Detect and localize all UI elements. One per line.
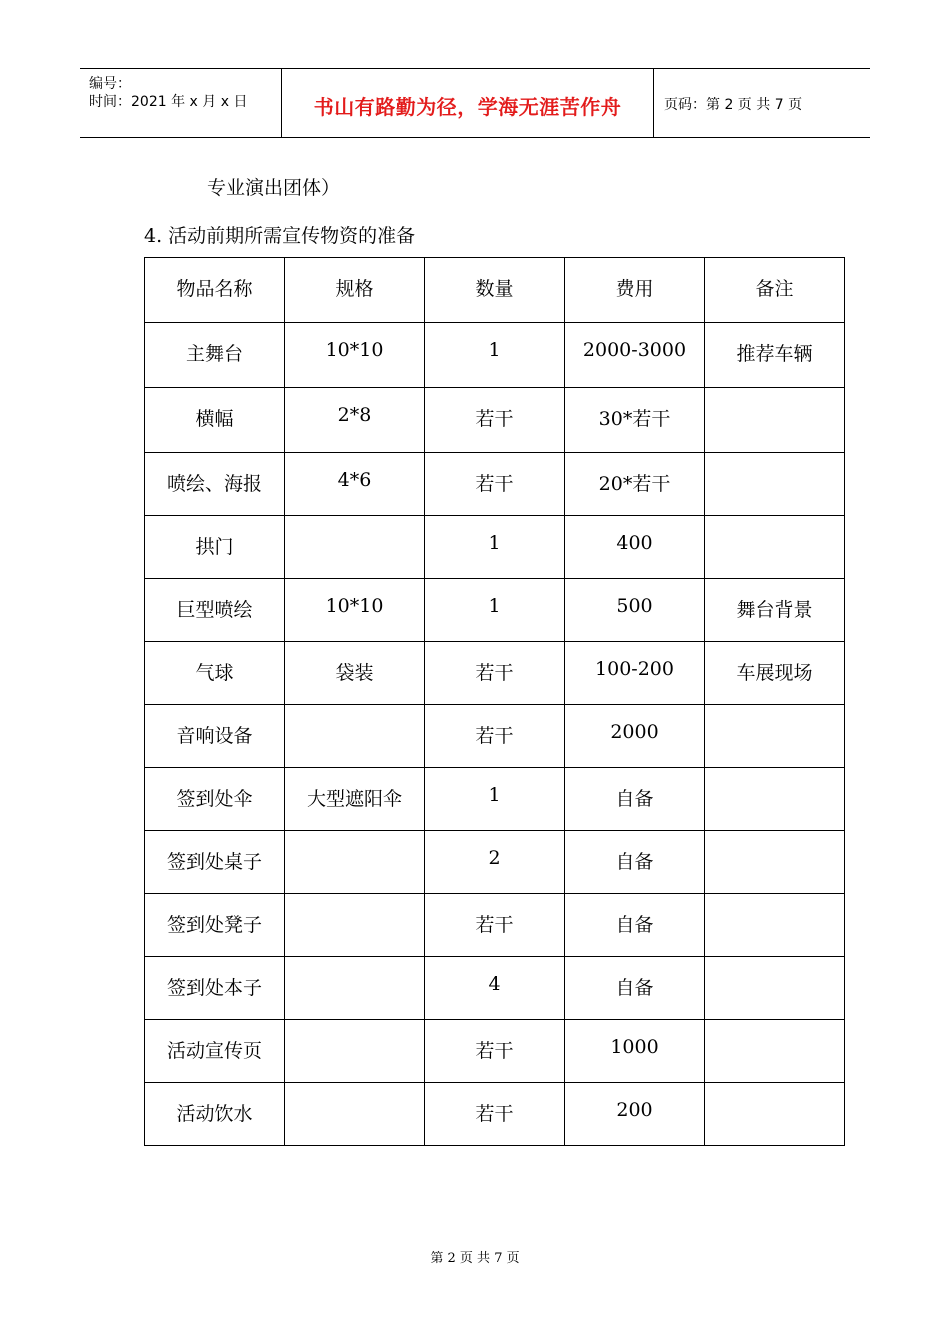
table-cell: 若干	[425, 642, 565, 705]
table-cell: 1	[425, 516, 565, 579]
table-row	[145, 768, 845, 831]
table-row	[145, 705, 845, 768]
table-cell: 1000	[565, 1020, 705, 1083]
table-row	[145, 894, 845, 957]
table-cell: 1	[425, 768, 565, 831]
table-cell: 推荐车辆	[705, 323, 845, 388]
table-cell	[705, 831, 845, 894]
table-cell: 签到处凳子	[145, 894, 285, 957]
table-cell: 活动宣传页	[145, 1020, 285, 1083]
page-footer: 第 2 页 共 7 页	[430, 1251, 520, 1266]
table-row	[145, 579, 845, 642]
table-cell: 2000	[565, 705, 705, 768]
table-cell	[705, 453, 845, 516]
table-cell: 若干	[425, 1020, 565, 1083]
table-cell: 巨型喷绘	[145, 579, 285, 642]
header-motto-cell	[282, 69, 654, 137]
table-cell: 签到处本子	[145, 957, 285, 1020]
table-cell: 400	[565, 516, 705, 579]
table-row	[145, 323, 845, 388]
table-cell: 签到处伞	[145, 768, 285, 831]
table-cell: 20*若干	[565, 453, 705, 516]
table-cell: 主舞台	[145, 323, 285, 388]
table-cell	[705, 894, 845, 957]
table-cell: 100-200	[565, 642, 705, 705]
header-cell: 费用	[565, 258, 705, 323]
table-cell: 1	[425, 323, 565, 388]
table-cell: 200	[565, 1083, 705, 1146]
table-cell	[705, 388, 845, 453]
number-label: 编号：	[89, 76, 131, 92]
header-cell: 规格	[285, 258, 425, 323]
header-meta	[80, 69, 282, 137]
table-cell: 2	[425, 831, 565, 894]
table-cell: 若干	[425, 453, 565, 516]
table-cell: 自备	[565, 894, 705, 957]
table-cell: 4*6	[285, 453, 425, 516]
table-cell	[285, 894, 425, 957]
table-cell	[285, 957, 425, 1020]
table-cell: 签到处桌子	[145, 831, 285, 894]
table-cell: 1	[425, 579, 565, 642]
table-cell	[285, 705, 425, 768]
table-cell: 活动饮水	[145, 1083, 285, 1146]
table-cell: 气球	[145, 642, 285, 705]
table-cell: 10*10	[285, 323, 425, 388]
header-cell: 物品名称	[145, 258, 285, 323]
table-row	[145, 957, 845, 1020]
table-row	[145, 388, 845, 453]
table-cell	[705, 705, 845, 768]
table-cell	[285, 516, 425, 579]
page-header	[80, 68, 870, 138]
table-cell: 4	[425, 957, 565, 1020]
table-row	[145, 642, 845, 705]
table-cell: 2000-3000	[565, 323, 705, 388]
table-cell: 若干	[425, 388, 565, 453]
table-cell: 30*若干	[565, 388, 705, 453]
table-cell	[705, 516, 845, 579]
table-row	[145, 453, 845, 516]
table-cell: 拱门	[145, 516, 285, 579]
header-page-label: 页码：第 2 页 共 7 页	[664, 97, 803, 113]
table-cell: 袋装	[285, 642, 425, 705]
table-cell: 喷绘、海报	[145, 453, 285, 516]
header-page-cell	[654, 69, 870, 137]
table-cell: 若干	[425, 894, 565, 957]
table-header-row	[145, 258, 845, 323]
table-cell	[285, 1020, 425, 1083]
table-cell: 10*10	[285, 579, 425, 642]
table-cell: 自备	[565, 768, 705, 831]
table-cell	[285, 1083, 425, 1146]
table-row	[145, 516, 845, 579]
header-cell: 备注	[705, 258, 845, 323]
table-cell: 2*8	[285, 388, 425, 453]
table-cell: 横幅	[145, 388, 285, 453]
materials-table	[144, 257, 845, 1146]
table-cell: 自备	[565, 957, 705, 1020]
table-cell	[705, 957, 845, 1020]
section-title: 4. 活动前期所需宣传物资的准备	[144, 225, 416, 247]
table-cell: 车展现场	[705, 642, 845, 705]
motto: 书山有路勤为径，学海无涯苦作舟	[313, 95, 622, 119]
header-cell: 数量	[425, 258, 565, 323]
table-cell: 500	[565, 579, 705, 642]
table-cell	[285, 831, 425, 894]
table-row	[145, 1083, 845, 1146]
table-cell	[705, 1083, 845, 1146]
table-cell	[705, 768, 845, 831]
table-row	[145, 1020, 845, 1083]
date-label: 时间：2021 年 x 月 x 日	[89, 94, 248, 110]
table-cell: 舞台背景	[705, 579, 845, 642]
table-cell: 大型遮阳伞	[285, 768, 425, 831]
table-row	[145, 831, 845, 894]
table-cell: 音响设备	[145, 705, 285, 768]
table-cell	[705, 1020, 845, 1083]
table-cell: 自备	[565, 831, 705, 894]
table-cell: 若干	[425, 1083, 565, 1146]
continuation-text: 专业演出团体）	[207, 177, 341, 199]
table-cell: 若干	[425, 705, 565, 768]
